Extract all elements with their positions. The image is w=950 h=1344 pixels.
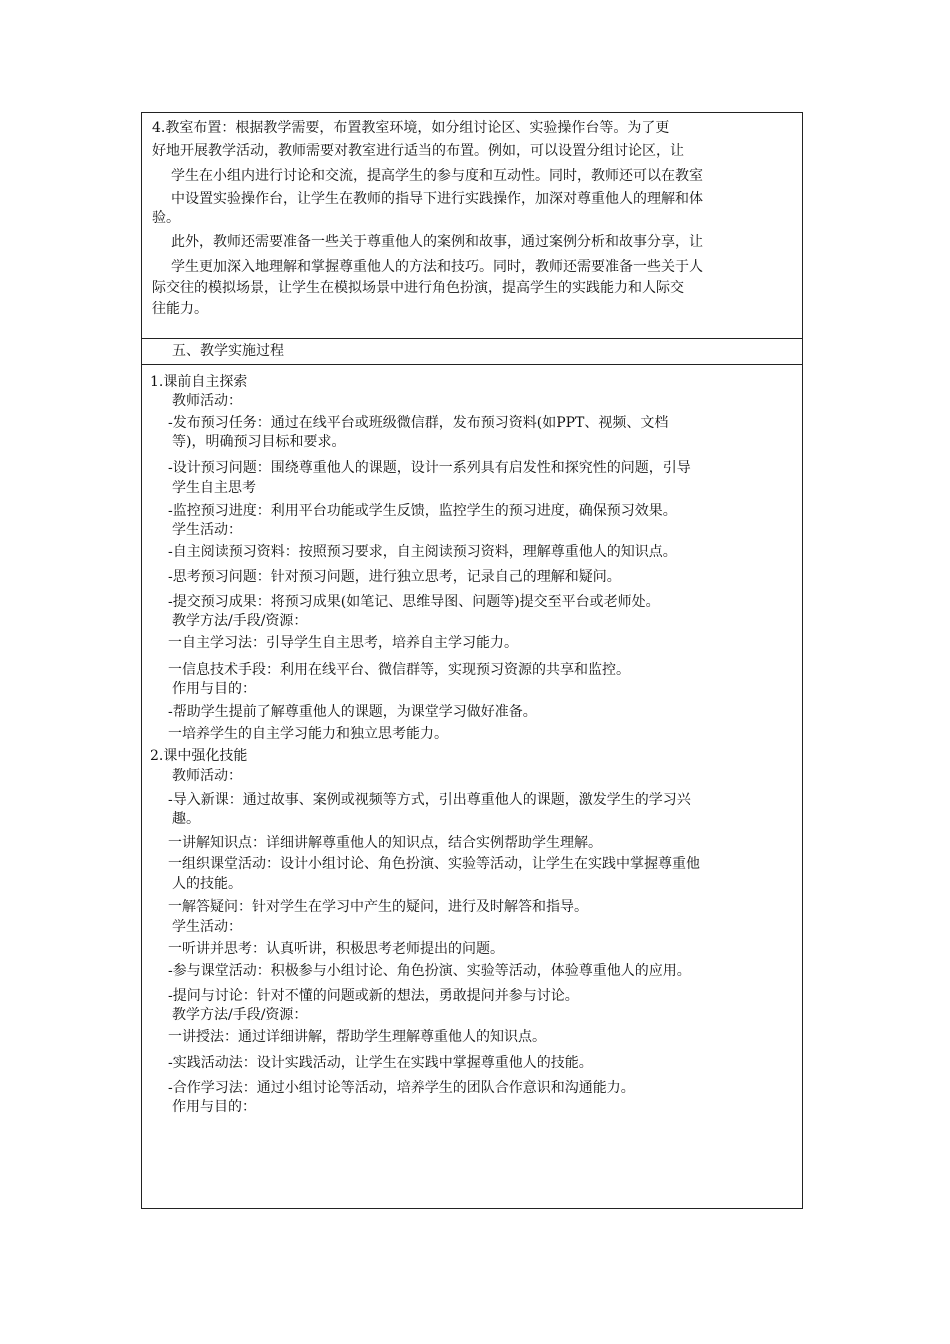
text-line: -监控预习进度：利用平台功能或学生反馈，监控学生的预习进度，确保预习效果。 — [168, 503, 677, 519]
text-line: -提交预习成果：将预习成果(如笔记、思维导图、问题等)提交至平台或老师处。 — [168, 594, 660, 610]
text-line: 一讲解知识点：详细讲解尊重他人的知识点，结合实例帮助学生理解。 — [168, 835, 602, 851]
section-heading-cell — [142, 339, 802, 365]
section-heading: 五、教学实施过程 — [172, 343, 284, 359]
implementation-process-cell — [142, 365, 802, 1208]
text-line: 学生在小组内进行讨论和交流，提高学生的参与度和互动性。同时，教师还可以在教室 — [171, 168, 703, 184]
text-line: -参与课堂活动：积极参与小组讨论、角色扮演、实验等活动，体验尊重他人的应用。 — [168, 963, 691, 979]
text-line: 趣。 — [172, 811, 200, 827]
step-heading: 2.课中强化技能 — [150, 748, 248, 764]
text-line: 一组织课堂活动：设计小组讨论、角色扮演、实验等活动，让学生在实践中掌握尊重他 — [168, 856, 700, 872]
subheading: 作用与目的： — [172, 681, 256, 697]
text-line: 一听讲并思考：认真听讲，积极思考老师提出的问题。 — [168, 941, 504, 957]
text-line: 学生自主思考 — [172, 480, 256, 496]
subheading: 教学方法/手段/资源： — [172, 1007, 308, 1023]
subheading: 作用与目的： — [172, 1099, 256, 1115]
text-line: 往能力。 — [152, 301, 208, 317]
text-line: 一解答疑问：针对学生在学习中产生的疑问，进行及时解答和指导。 — [168, 899, 588, 915]
text-line: 一自主学习法：引导学生自主思考，培养自主学习能力。 — [168, 635, 518, 651]
text-line: 4.教室布置：根据教学需要，布置教室环境，如分组讨论区、实验操作台等。为了更 — [152, 120, 670, 136]
text-line: -自主阅读预习资料：按照预习要求，自主阅读预习资料，理解尊重他人的知识点。 — [168, 544, 677, 560]
text-line: 此外，教师还需要准备一些关于尊重他人的案例和故事，通过案例分析和故事分享，让 — [171, 234, 703, 250]
text-line: -提问与讨论：针对不懂的问题或新的想法，勇敢提问并参与讨论。 — [168, 988, 579, 1004]
subheading: 教师活动： — [172, 393, 242, 409]
subheading: 教学方法/手段/资源： — [172, 613, 308, 629]
text-line: 一讲授法：通过详细讲解，帮助学生理解尊重他人的知识点。 — [168, 1029, 546, 1045]
text-line: 人的技能。 — [172, 876, 242, 892]
text-line: 好地开展教学活动，教师需要对教室进行适当的布置。例如，可以设置分组讨论区，让 — [152, 143, 684, 159]
text-line: -设计预习问题：围绕尊重他人的课题，设计一系列具有启发性和探究性的问题，引导 — [168, 460, 691, 476]
text-line: -导入新课：通过故事、案例或视频等方式，引出尊重他人的课题，激发学生的学习兴 — [168, 792, 691, 808]
text-line: -帮助学生提前了解尊重他人的课题，为课堂学习做好准备。 — [168, 704, 537, 720]
text-line: -合作学习法：通过小组讨论等活动，培养学生的团队合作意识和沟通能力。 — [168, 1080, 635, 1096]
classroom-setup-cell — [142, 113, 802, 339]
text-line: 学生更加深入地理解和掌握尊重他人的方法和技巧。同时，教师还需要准备一些关于人 — [171, 259, 703, 275]
document-table — [141, 112, 803, 1209]
text-line: 一培养学生的自主学习能力和独立思考能力。 — [168, 726, 448, 742]
step-heading: 1.课前自主探索 — [150, 374, 248, 390]
text-line: -发布预习任务：通过在线平台或班级微信群，发布预习资料(如PPT、视频、文档 — [168, 415, 669, 431]
text-line: 际交往的模拟场景，让学生在模拟场景中进行角色扮演，提高学生的实践能力和人际交 — [152, 280, 684, 296]
text-line: 等)，明确预习目标和要求。 — [172, 434, 346, 450]
text-line: -实践活动法：设计实践活动，让学生在实践中掌握尊重他人的技能。 — [168, 1055, 593, 1071]
text-line: 一信息技术手段：利用在线平台、微信群等，实现预习资源的共享和监控。 — [168, 662, 630, 678]
subheading: 教师活动： — [172, 768, 242, 784]
subheading: 学生活动： — [172, 919, 242, 935]
text-line: 验。 — [152, 210, 180, 226]
text-line: -思考预习问题：针对预习问题，进行独立思考，记录自己的理解和疑问。 — [168, 569, 621, 585]
text-line: 中设置实验操作台，让学生在教师的指导下进行实践操作，加深对尊重他人的理解和体 — [171, 191, 703, 207]
subheading: 学生活动： — [172, 522, 242, 538]
